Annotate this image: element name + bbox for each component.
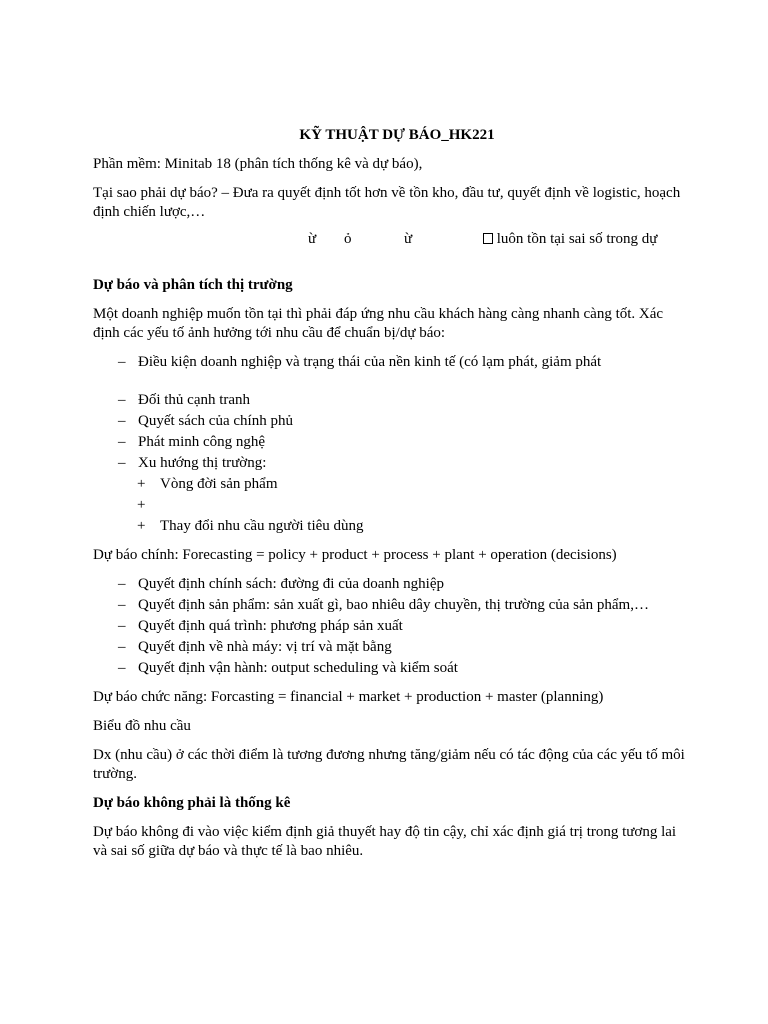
broken-glyph-3: ừ xyxy=(404,231,413,247)
list-item: – Quyết định về nhà máy: vị trí và mặt bằng xyxy=(93,638,693,657)
why-forecast-paragraph: Tại sao phải dự báo? – Đưa ra quyết định tốt hơn về tồn kho, đầu tư, quyết định về logistic, hoạch định chiến lược,… xyxy=(93,185,681,220)
dx-paragraph: Dx (nhu cầu) ở các thời điểm là tương đương nhưng tăng/giảm nếu có tác động của các yếu tố môi trường. xyxy=(93,747,685,782)
demand-chart-label: Biểu đồ nhu cầu xyxy=(93,718,191,734)
software-line: Phần mềm: Minitab 18 (phân tích thống kê và dự báo), xyxy=(93,156,423,172)
list-item: – Quyết định chính sách: đường đi của doanh nghiệp xyxy=(93,575,693,594)
list-item-market-trend xyxy=(93,454,693,536)
broken-glyph-1: ừ xyxy=(308,231,317,247)
main-forecast-formula: Dự báo chính: Forecasting = policy + product + process + plant + operation (decisions) xyxy=(93,547,617,563)
sublist-item: + Vòng đời sản phẩm xyxy=(135,475,693,494)
section-heading-market: Dự báo và phân tích thị trường xyxy=(93,277,293,293)
market-intro: Một doanh nghiệp muốn tồn tại thì phải đáp ứng nhu cầu khách hàng càng nhanh càng tốt. Xác định các yếu tố ảnh hưởng tới nhu cầu để chuẩn bị/dự báo: xyxy=(93,306,664,341)
broken-line-tail xyxy=(483,230,657,249)
broken-glyph-line xyxy=(93,230,693,249)
list-item: – Đối thủ cạnh tranh xyxy=(93,391,693,410)
list-item: – Quyết định quá trình: phương pháp sản xuất xyxy=(93,617,693,636)
list-item: – Quyết sách của chính phủ xyxy=(93,412,693,431)
list-item: – Điều kiện doanh nghiệp và trạng thái của nền kinh tế (có lạm phát, giảm phát xyxy=(93,353,693,372)
factor-list xyxy=(93,353,693,536)
trend-sublist xyxy=(138,475,693,536)
list-item-label: Xu hướng thị trường: xyxy=(138,455,267,471)
not-statistics-paragraph: Dự báo không đi vào việc kiểm định giả thuyết hay độ tin cậy, chỉ xác định giá trị trong tương lai và sai số giữa dự báo và thực tế là bao nhiêu. xyxy=(93,824,677,859)
list-item: – Quyết định vận hành: output scheduling và kiểm soát xyxy=(93,659,693,678)
broken-line-text: luôn tồn tại sai số trong dự xyxy=(493,231,658,247)
list-item: – Quyết định sản phẩm: sản xuất gì, bao nhiêu dây chuyền, thị trường của sản phẩm,… xyxy=(93,596,693,615)
section-heading-not-statistics: Dự báo không phải là thống kê xyxy=(93,795,291,811)
decision-list xyxy=(93,575,693,678)
broken-glyph-2: ỏ xyxy=(344,231,352,247)
sublist-item: + Thay đổi nhu cầu người tiêu dùng xyxy=(135,517,693,536)
functional-forecast-formula: Dự báo chức năng: Forcasting = financial + market + production + master (planning) xyxy=(93,689,604,705)
list-item: – Phát minh công nghệ xyxy=(93,433,693,452)
document-page xyxy=(93,126,693,871)
document-title: KỸ THUẬT DỰ BÁO_HK221 xyxy=(299,127,495,143)
sublist-item xyxy=(135,496,693,515)
missing-glyph-icon xyxy=(483,233,493,244)
